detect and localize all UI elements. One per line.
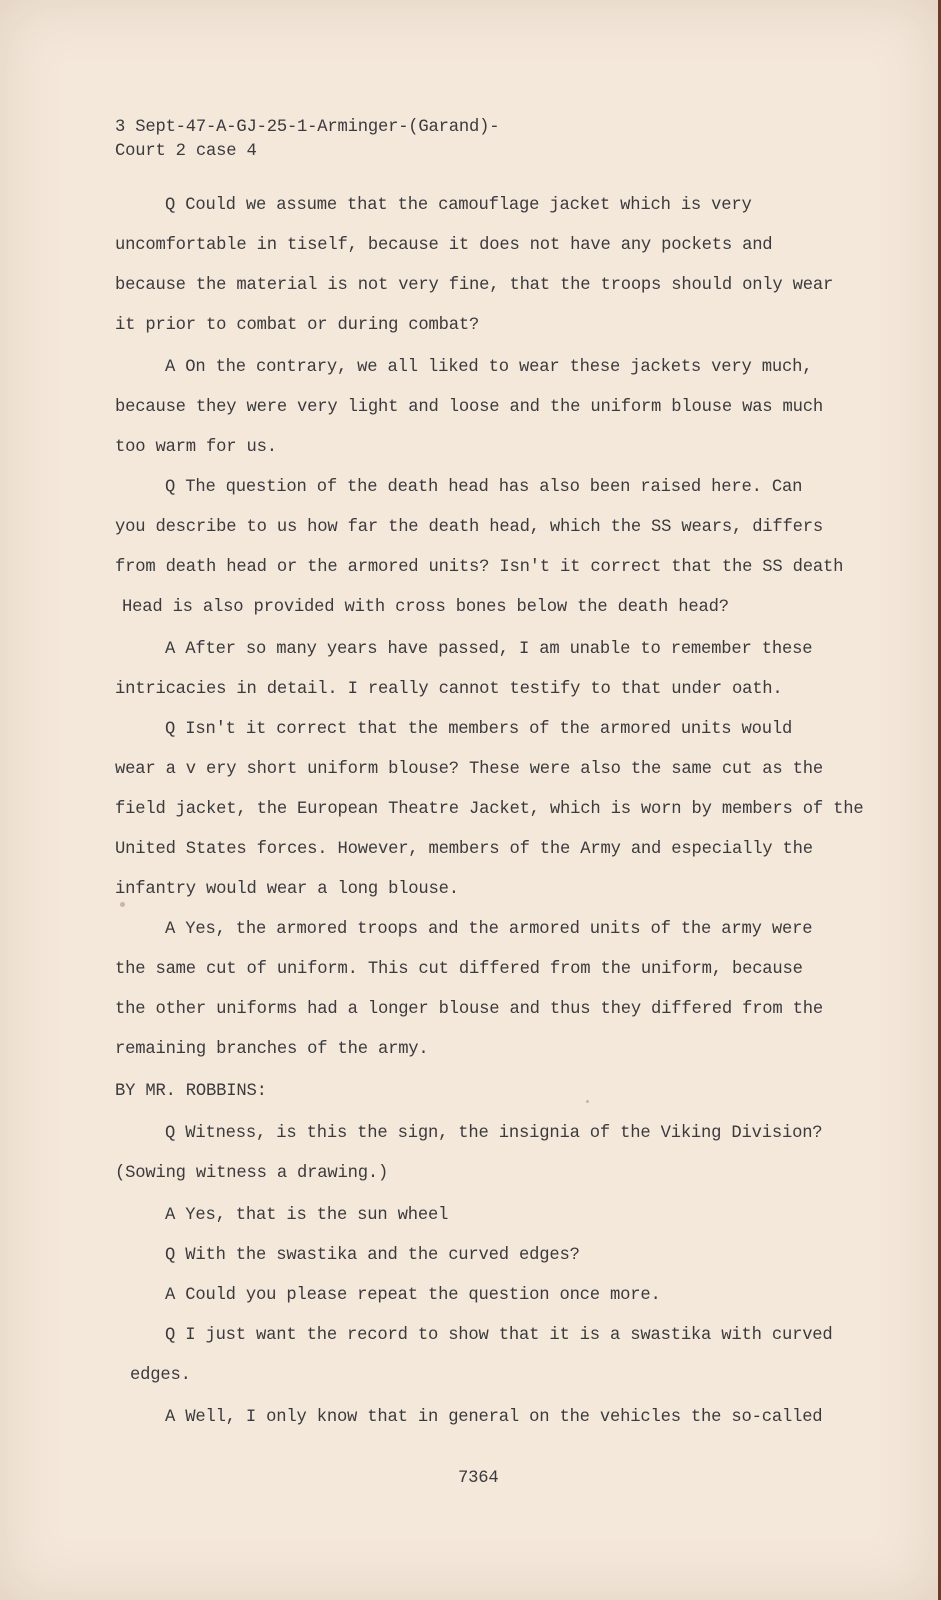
transcript-line: (Sowing witness a drawing.) [115, 1164, 389, 1183]
transcript-line: A Yes, that is the sun wheel [165, 1206, 449, 1225]
header-reference-line: 3 Sept-47-A-GJ-25-1-Arminger-(Garand)- [115, 118, 500, 137]
transcript-line: the other uniforms had a longer blouse and thus they differed from the [115, 1000, 823, 1019]
transcript-line: Q Could we assume that the camouflage jacket which is very [165, 196, 752, 215]
transcript-line: Q I just want the record to show that it is a swastika with curved [165, 1326, 833, 1345]
transcript-line: it prior to combat or during combat? [115, 316, 480, 335]
transcript-line: A Yes, the armored troops and the armored units of the army were [165, 920, 813, 939]
transcript-line: A After so many years have passed, I am unable to remember these [165, 640, 813, 659]
transcript-line: intricacies in detail. I really cannot testify to that under oath. [115, 680, 783, 699]
transcript-line: from death head or the armored units? Isn't it correct that the SS death [115, 558, 844, 577]
transcript-line: remaining branches of the army. [115, 1040, 429, 1059]
transcript-line: uncomfortable in tiself, because it does not have any pockets and [115, 236, 773, 255]
document-header [115, 116, 499, 164]
transcript-line: Q Isn't it correct that the members of the armored units would [165, 720, 793, 739]
paper-speck [586, 1100, 589, 1103]
examiner-heading: BY MR. ROBBINS: [115, 1082, 267, 1101]
transcript-line: United States forces. However, members of the Army and especially the [115, 840, 813, 859]
transcript-line: A On the contrary, we all liked to wear these jackets very much, [165, 358, 813, 377]
transcript-line: Q The question of the death head has also been raised here. Can [165, 478, 803, 497]
transcript-line: infantry would wear a long blouse. [115, 880, 459, 899]
header-court-case-line: Court 2 case 4 [115, 142, 257, 161]
transcript-line: because the material is not very fine, that the troops should only wear [115, 276, 834, 295]
transcript-line: the same cut of uniform. This cut differed from the uniform, because [115, 960, 803, 979]
transcript-line: because they were very light and loose and the uniform blouse was much [115, 398, 823, 417]
transcript-line: edges. [130, 1366, 191, 1385]
transcript-line: field jacket, the European Theatre Jacket, which is worn by members of the [115, 800, 864, 819]
transcript-line: A Well, I only know that in general on the vehicles the so-called [165, 1408, 823, 1427]
transcript-line: Q With the swastika and the curved edges? [165, 1246, 580, 1265]
transcript-line: too warm for us. [115, 438, 277, 457]
transcript-line: A Could you please repeat the question once more. [165, 1286, 661, 1305]
paper-speck [120, 902, 125, 907]
transcript-line: wear a v ery short uniform blouse? These were also the same cut as the [115, 760, 823, 779]
transcript-line: Head is also provided with cross bones below the death head? [122, 598, 729, 617]
transcript-line: Q Witness, is this the sign, the insignia of the Viking Division? [165, 1124, 823, 1143]
page-number: 7364 [458, 1469, 499, 1488]
transcript-line: you describe to us how far the death head, which the SS wears, differs [115, 518, 823, 537]
